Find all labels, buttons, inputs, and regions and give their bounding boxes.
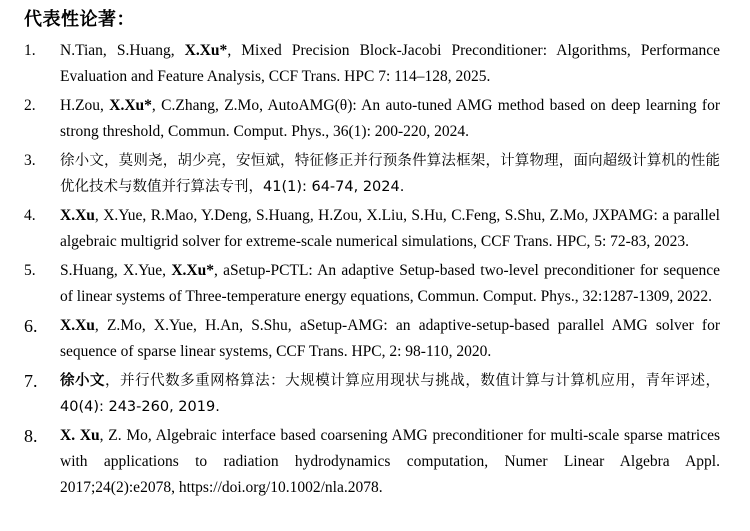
reference-number: 6. [24,316,38,336]
reference-number: 8. [24,426,38,446]
reference-text [60,93,720,145]
reference-item [24,93,720,145]
reference-segment: S.Huang, X.Yue, [60,262,172,279]
reference-segment: N.Tian, S.Huang, [60,42,185,59]
reference-number: 2. [24,97,36,114]
reference-segment: ，并行代数多重网格算法：大规模计算应用现状与挑战，数值计算与计算机应用，青年评述，40(4): 243-260, 2019. [60,373,721,415]
reference-item [24,368,720,420]
reference-segment: , aSetup-PCTL: An adaptive Setup-based two-level preconditioner for sequence of linear systems of Three-temperature energy equations, Commun. Comput. Phys., 32:1287-1309, 2022. [60,262,720,305]
reference-item [24,203,720,255]
section-heading: 代表性论著： [24,9,135,30]
reference-number: 3. [24,152,36,169]
reference-item [24,313,720,365]
author-highlight: X.Xu [60,207,95,224]
reference-text [60,423,720,501]
reference-text [60,258,720,310]
reference-number: 4. [24,207,36,224]
reference-segment: H.Zou, [60,97,110,114]
reference-text [60,203,720,255]
author-highlight: X.Xu* [184,42,228,59]
author-highlight: X.Xu* [171,262,214,279]
author-highlight: 徐小文 [60,373,106,389]
reference-text [60,38,720,90]
reference-item [24,148,720,200]
reference-text [60,148,720,200]
author-highlight: X. Xu [60,427,100,444]
reference-item [24,38,720,90]
reference-item [24,423,720,501]
author-highlight: X.Xu* [109,97,152,114]
reference-segment: 徐小文，莫则尧，胡少亮，安恒斌，特征修正并行预条件算法框架，计算物理，面向超级计算机的性能优化技术与数值并行算法专刊，41(1): 64-74, 2024. [60,153,720,195]
reference-segment: , X.Yue, R.Mao, Y.Deng, S.Huang, H.Zou, X.Liu, S.Hu, C.Feng, S.Shu, Z.Mo, JXPAMG: a parallel algebraic multigrid solver for extreme-scale numerical simulations, CCF Trans. HPC, 5: 72-83, 2023. [60,207,720,250]
reference-number: 1. [24,42,36,59]
reference-segment: , C.Zhang, Z.Mo, AutoAMG(θ): An auto-tuned AMG method based on deep learning for strong threshold, Commun. Comput. Phys., 36(1): 200-220, 2024. [60,97,720,140]
reference-text [60,313,720,365]
author-highlight: X.Xu [60,317,95,334]
reference-number: 5. [24,262,36,279]
reference-item [24,258,720,310]
reference-segment: , Z. Mo, Algebraic interface based coarsening AMG preconditioner for multi-scale sparse matrices with applications to radiation hydrodynamics computation, Numer Linear Algebra Appl. 2017;24(2):e2078, https://doi.org/10.1002/nla.2078. [60,427,720,496]
reference-text [60,368,720,420]
reference-number: 7. [24,371,38,391]
reference-segment: , Mixed Precision Block-Jacobi Preconditioner: Algorithms, Performance Evaluation and Feature Analysis, CCF Trans. HPC 7: 114–128, 2025. [60,42,720,85]
reference-segment: , Z.Mo, X.Yue, H.An, S.Shu, aSetup-AMG: an adaptive-setup-based parallel AMG solver for sequence of sparse linear systems, CCF Trans. HPC, 2: 98-110, 2020. [60,317,720,360]
reference-list [24,38,720,501]
